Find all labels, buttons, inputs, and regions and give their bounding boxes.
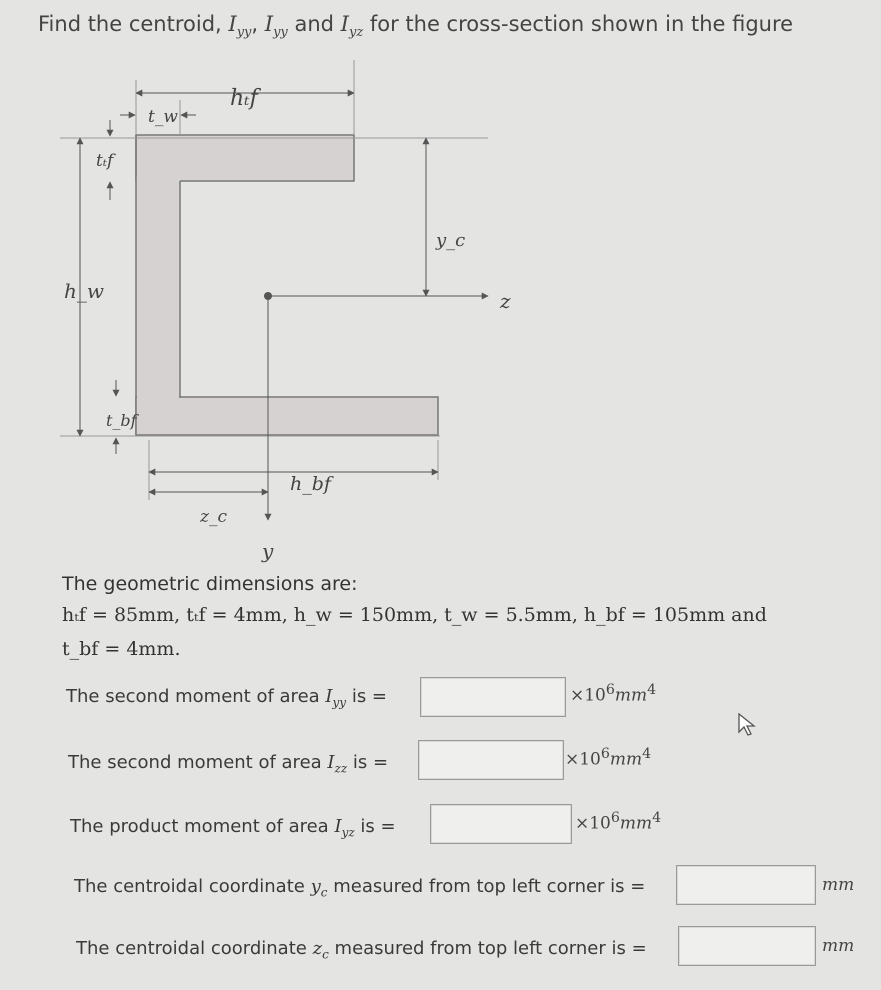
label-htf: hₜf — [230, 86, 258, 111]
q3-unit-tail-exp: 4 — [652, 810, 662, 826]
cross-section-figure — [0, 50, 881, 570]
label-hw: h_w — [64, 279, 104, 303]
title-symbol-1: I — [228, 12, 237, 36]
q3-unit — [575, 810, 661, 834]
q1-unit-tail: mm — [614, 685, 648, 706]
q1-label: The second moment of area — [66, 686, 320, 707]
dimensions-line-1: hₜf = 85mm, tₜf = 4mm, h_w = 150mm, t_w = 5.5mm, h_bf = 105mm and — [62, 604, 767, 626]
label-z-axis: z — [500, 289, 511, 313]
q2-unit-exp: 6 — [600, 746, 610, 762]
q3-symbol: I — [334, 816, 342, 837]
question-iyz — [70, 816, 396, 840]
q3-unit-exp: 6 — [610, 810, 620, 826]
q5-unit-tail: mm — [822, 936, 855, 956]
dimensions-heading: The geometric dimensions are: — [62, 573, 358, 595]
label-tbf: t_bf — [106, 411, 137, 430]
label-ttf: tₜf — [96, 151, 114, 171]
question-izz — [68, 752, 388, 776]
mouse-cursor-icon — [738, 713, 756, 737]
iyz-answer-input[interactable] — [430, 804, 572, 844]
title-symbol-3: I — [340, 12, 349, 36]
q3-unit-tail: mm — [619, 813, 653, 834]
yc-answer-input[interactable] — [676, 865, 816, 905]
centroid-point — [264, 292, 272, 300]
q5-tail: measured from top left corner is = — [334, 938, 647, 959]
q4-sub: c — [320, 885, 328, 900]
q2-unit — [565, 746, 651, 770]
q5-unit — [822, 936, 854, 956]
label-tw: t_w — [148, 107, 178, 127]
question-iyy — [66, 686, 387, 710]
label-hbf: h_bf — [290, 473, 331, 495]
q3-tail: is = — [360, 816, 396, 837]
top-flange — [136, 135, 354, 181]
zc-answer-input[interactable] — [678, 926, 816, 966]
question-zc — [76, 938, 647, 962]
q1-unit-base: ×10 — [570, 685, 606, 706]
web — [136, 175, 180, 397]
q2-sub: zz — [334, 761, 348, 776]
q5-sub: c — [322, 947, 329, 962]
q2-unit-tail-exp: 4 — [642, 746, 652, 762]
title-sub-2: yy — [273, 25, 288, 41]
title-middle: and — [294, 12, 334, 36]
q1-unit — [570, 682, 656, 706]
title-symbol-2: I — [264, 12, 274, 36]
q2-tail: is = — [352, 752, 389, 773]
question-yc — [74, 876, 645, 900]
label-zc: z_c — [200, 507, 227, 527]
section-shape — [136, 135, 438, 435]
title-sep: , — [251, 12, 259, 36]
title-sub-3: yz — [348, 25, 364, 41]
q2-label: The second moment of area — [68, 752, 322, 773]
bottom-flange — [136, 397, 438, 435]
q3-unit-base: ×10 — [575, 813, 611, 834]
title-sub-1: yy — [236, 25, 252, 41]
q3-sub: yz — [341, 825, 355, 840]
q1-sub: yy — [332, 695, 347, 710]
q5-symbol: z — [312, 938, 323, 959]
q4-label: The centroidal coordinate — [74, 876, 305, 897]
q1-tail: is = — [351, 686, 388, 707]
q4-tail: measured from top left corner is = — [333, 876, 646, 897]
q1-unit-tail-exp: 4 — [647, 682, 657, 698]
q5-label: The centroidal coordinate — [76, 938, 307, 959]
q4-symbol: y — [310, 876, 321, 897]
dimensions-line-2: t_bf = 4mm. — [62, 638, 181, 660]
q2-unit-tail: mm — [609, 749, 643, 770]
q1-symbol: I — [325, 686, 333, 707]
label-y-axis: y — [262, 539, 274, 563]
q1-unit-exp: 6 — [605, 682, 615, 698]
q2-unit-base: ×10 — [565, 749, 601, 770]
q2-symbol: I — [327, 752, 335, 773]
q4-unit-tail: mm — [822, 875, 855, 895]
q4-unit — [822, 875, 854, 895]
label-yc: y_c — [436, 230, 466, 251]
izz-answer-input[interactable] — [418, 740, 564, 780]
question-title — [38, 12, 793, 40]
iyy-answer-input[interactable] — [420, 677, 566, 717]
title-prefix: Find the centroid, — [38, 12, 222, 36]
title-suffix: for the cross-section shown in the figure — [369, 12, 794, 36]
q3-label: The product moment of area — [70, 816, 329, 837]
